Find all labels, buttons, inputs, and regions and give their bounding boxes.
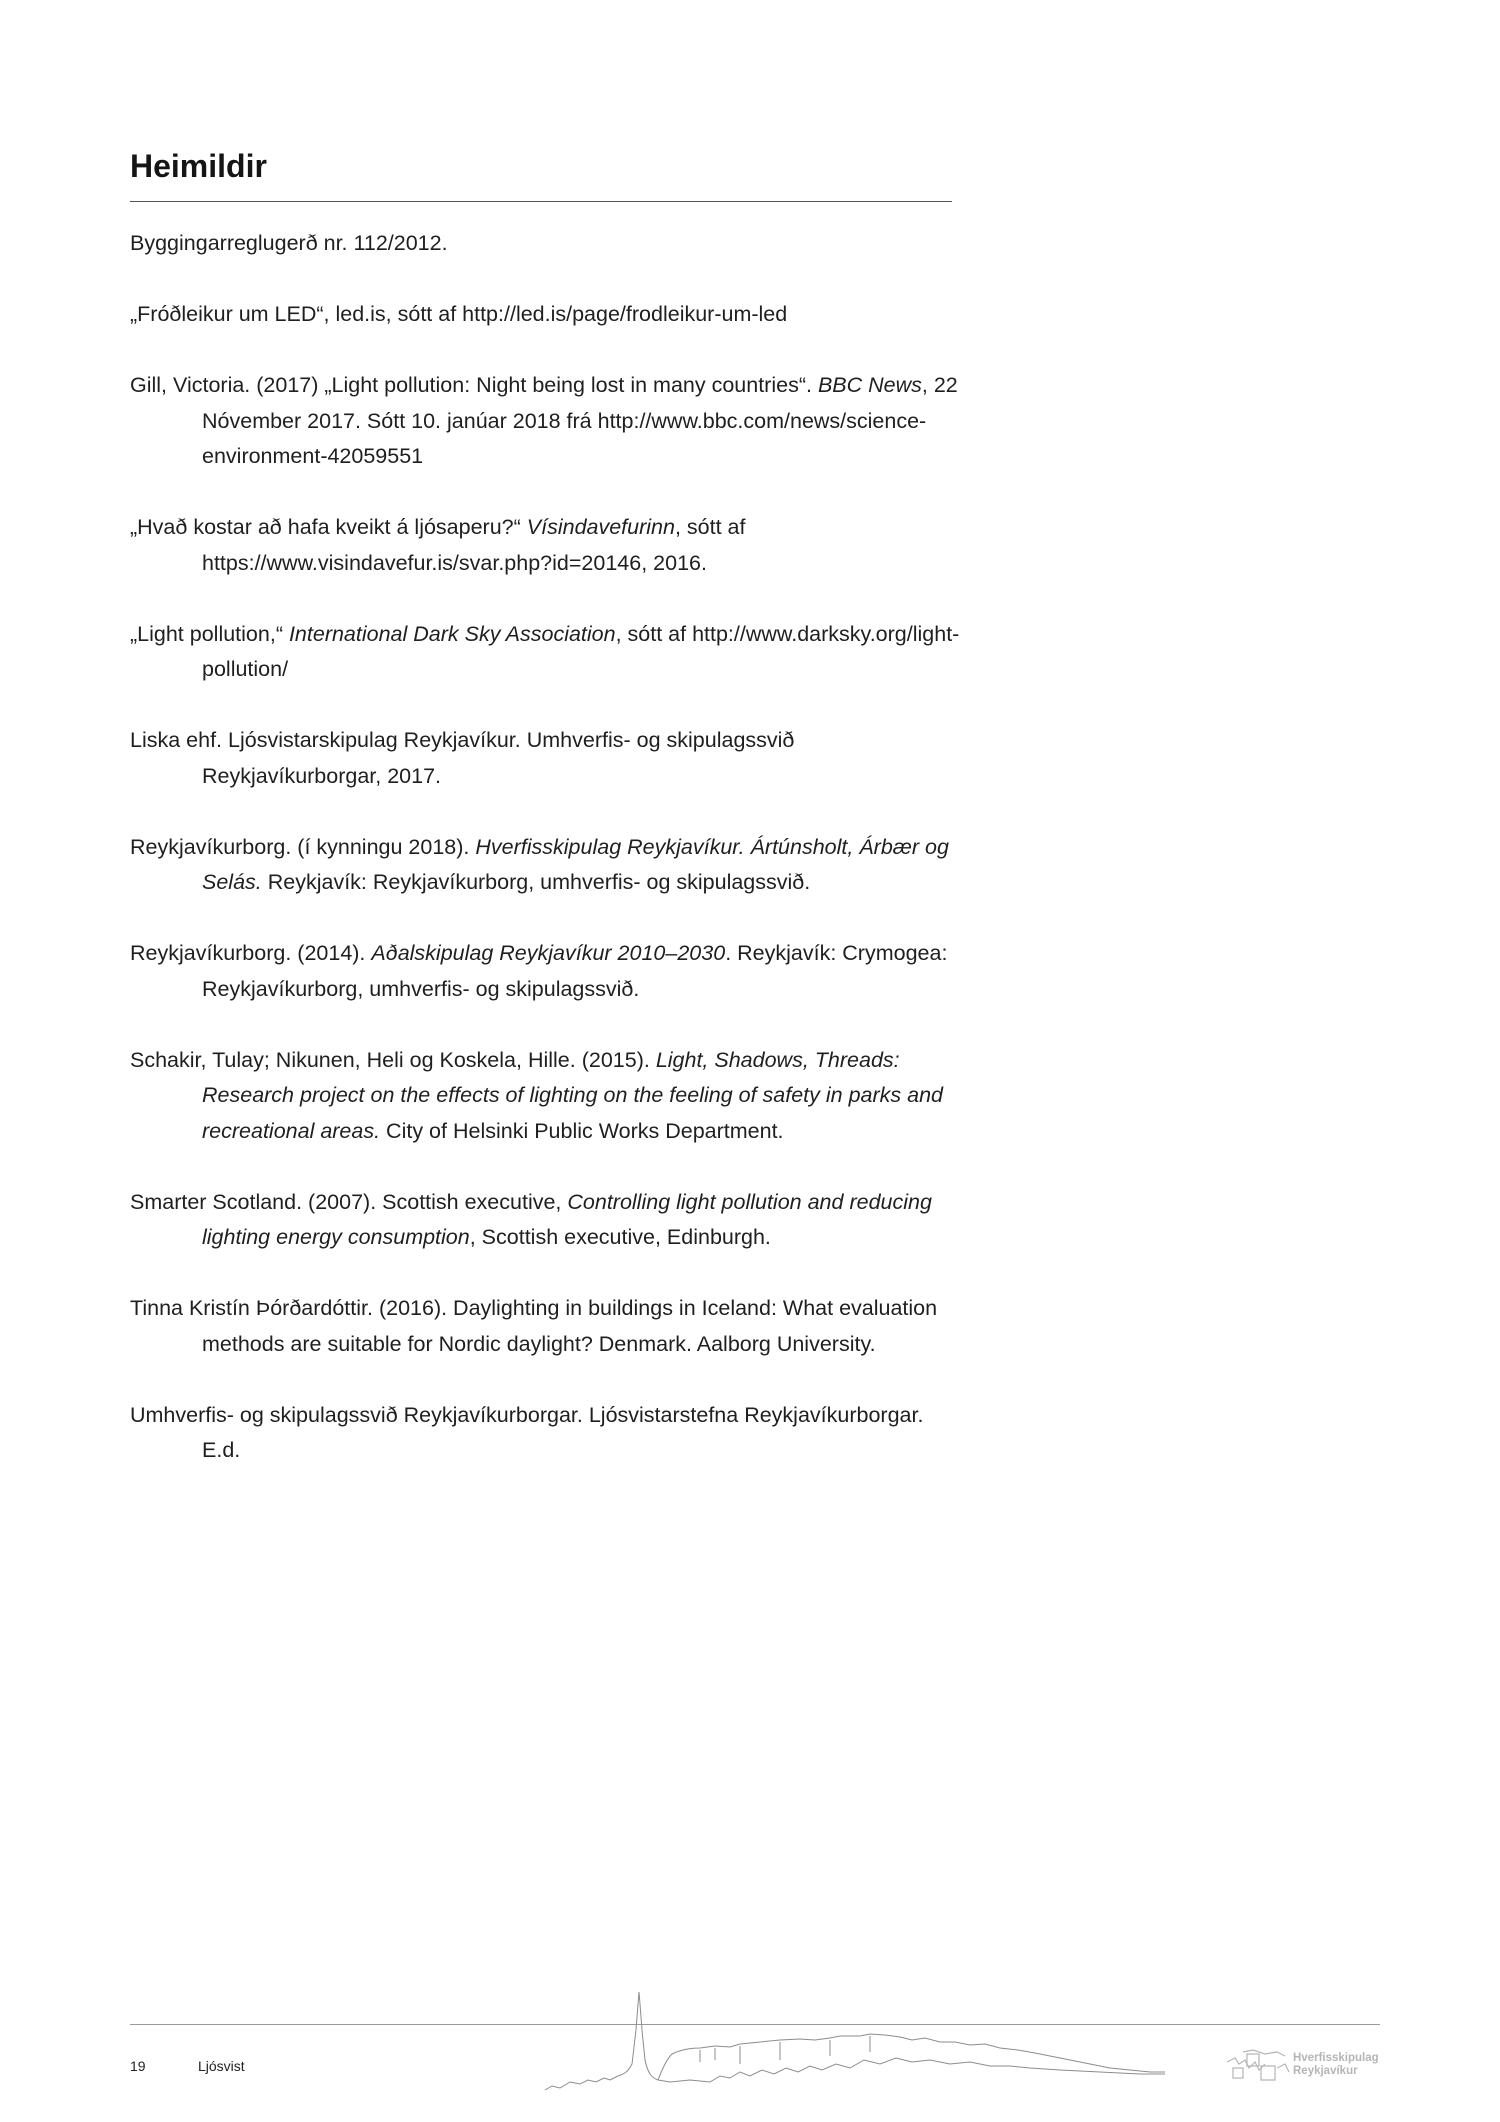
reference-text: Gill, Victoria. (2017) „Light pollution: Night being lost in many countries“.	[130, 373, 818, 397]
reference-item	[130, 617, 960, 688]
page-number: 19	[130, 2058, 146, 2074]
reference-text: „Fróðleikur um LED“, led.is, sótt af http://led.is/page/frodleikur-um-led	[130, 302, 788, 326]
reference-title: BBC News	[817, 373, 922, 397]
page-title: Heimildir	[130, 148, 267, 184]
reference-text: Smarter Scotland. (2007). Scottish executive,	[130, 1189, 568, 1214]
reference-text: , sótt af https://www.visindavefur.is/svar.php?id=20146, 2016.	[202, 515, 746, 575]
reference-text: , Scottish executive, Edinburgh.	[469, 1225, 771, 1249]
reference-item	[130, 297, 960, 333]
footer-section-name: Ljósvist	[198, 2058, 245, 2074]
reykjavik-skyline-icon	[540, 1990, 1170, 2100]
reference-text: Reykjavíkurborg. (í kynningu 2018).	[130, 834, 476, 859]
reference-item	[130, 1291, 960, 1362]
reference-item	[130, 368, 960, 475]
reference-item	[130, 723, 960, 794]
reference-text: , 22 Nóvember 2017. Sótt 10. janúar 2018 frá http://www.bbc.com/news/science-environment-42059551	[202, 373, 958, 468]
reference-list	[130, 226, 960, 1504]
reference-title: Light, Shadows, Threads: Research project on the effects of lighting on the feeling of safety in parks and recreational areas.	[202, 1047, 944, 1143]
hverfisskipulag-logo	[1225, 2048, 1385, 2088]
reference-text: , sótt af http://www.darksky.org/light-pollution/	[202, 621, 960, 681]
reference-text: Reykjavík: Reykjavíkurborg, umhverfis- og skipulagssvið.	[261, 870, 811, 894]
reference-item	[130, 226, 960, 262]
reference-text: „Light pollution,“	[130, 621, 289, 646]
reference-text: Liska ehf. Ljósvistarskipulag Reykjavíkur. Umhverfis- og skipulagssvið Reykjavíkurborgar, 2017.	[130, 728, 795, 788]
hverfisskipulag-logo-icon	[1225, 2048, 1293, 2084]
reference-item	[130, 510, 960, 581]
reference-text: „Hvað kostar að hafa kveikt á ljósaperu?“	[130, 515, 527, 539]
reference-text: Umhverfis- og skipulagssvið Reykjavíkurborgar. Ljósvistarstefna Reykjavíkurborgar. E.d.	[130, 1402, 924, 1462]
reference-item	[130, 1043, 960, 1150]
logo-line-2: Reykjavíkur	[1293, 2065, 1358, 2077]
reference-title: Aðalskipulag Reykjavíkur 2010–2030	[371, 941, 726, 965]
reference-item	[130, 830, 960, 901]
reference-item	[130, 1185, 960, 1256]
reference-title: Vísindavefurinn	[526, 515, 675, 539]
title-divider	[130, 201, 952, 202]
reference-item	[130, 1398, 960, 1469]
reference-text: Tinna Kristín Þórðardóttir. (2016). Daylighting in buildings in Iceland: What evaluation methods are suitable for Nordic daylight? Denmark. Aalborg University.	[130, 1296, 938, 1356]
reference-title: Hverfisskipulag Reykjavíkur. Ártúnsholt, Árbær og Selás.	[202, 834, 949, 894]
reference-text: . Reykjavík: Crymogea: Reykjavíkurborg, umhverfis- og skipulagssvið.	[202, 941, 948, 1001]
reference-title: Controlling light pollution and reducing lighting energy consumption	[202, 1189, 932, 1249]
logo-text	[1293, 2052, 1379, 2078]
reference-text: City of Helsinki Public Works Department.	[380, 1118, 784, 1143]
reference-text: Byggingarreglugerð nr. 112/2012.	[130, 231, 448, 255]
reference-title: International Dark Sky Association	[288, 621, 616, 646]
reference-text: Schakir, Tulay; Nikunen, Heli og Koskela, Hille. (2015).	[130, 1047, 656, 1072]
reference-item	[130, 936, 960, 1007]
reference-text: Reykjavíkurborg. (2014).	[130, 941, 372, 965]
logo-line-1: Hverfisskipulag	[1293, 2052, 1379, 2064]
